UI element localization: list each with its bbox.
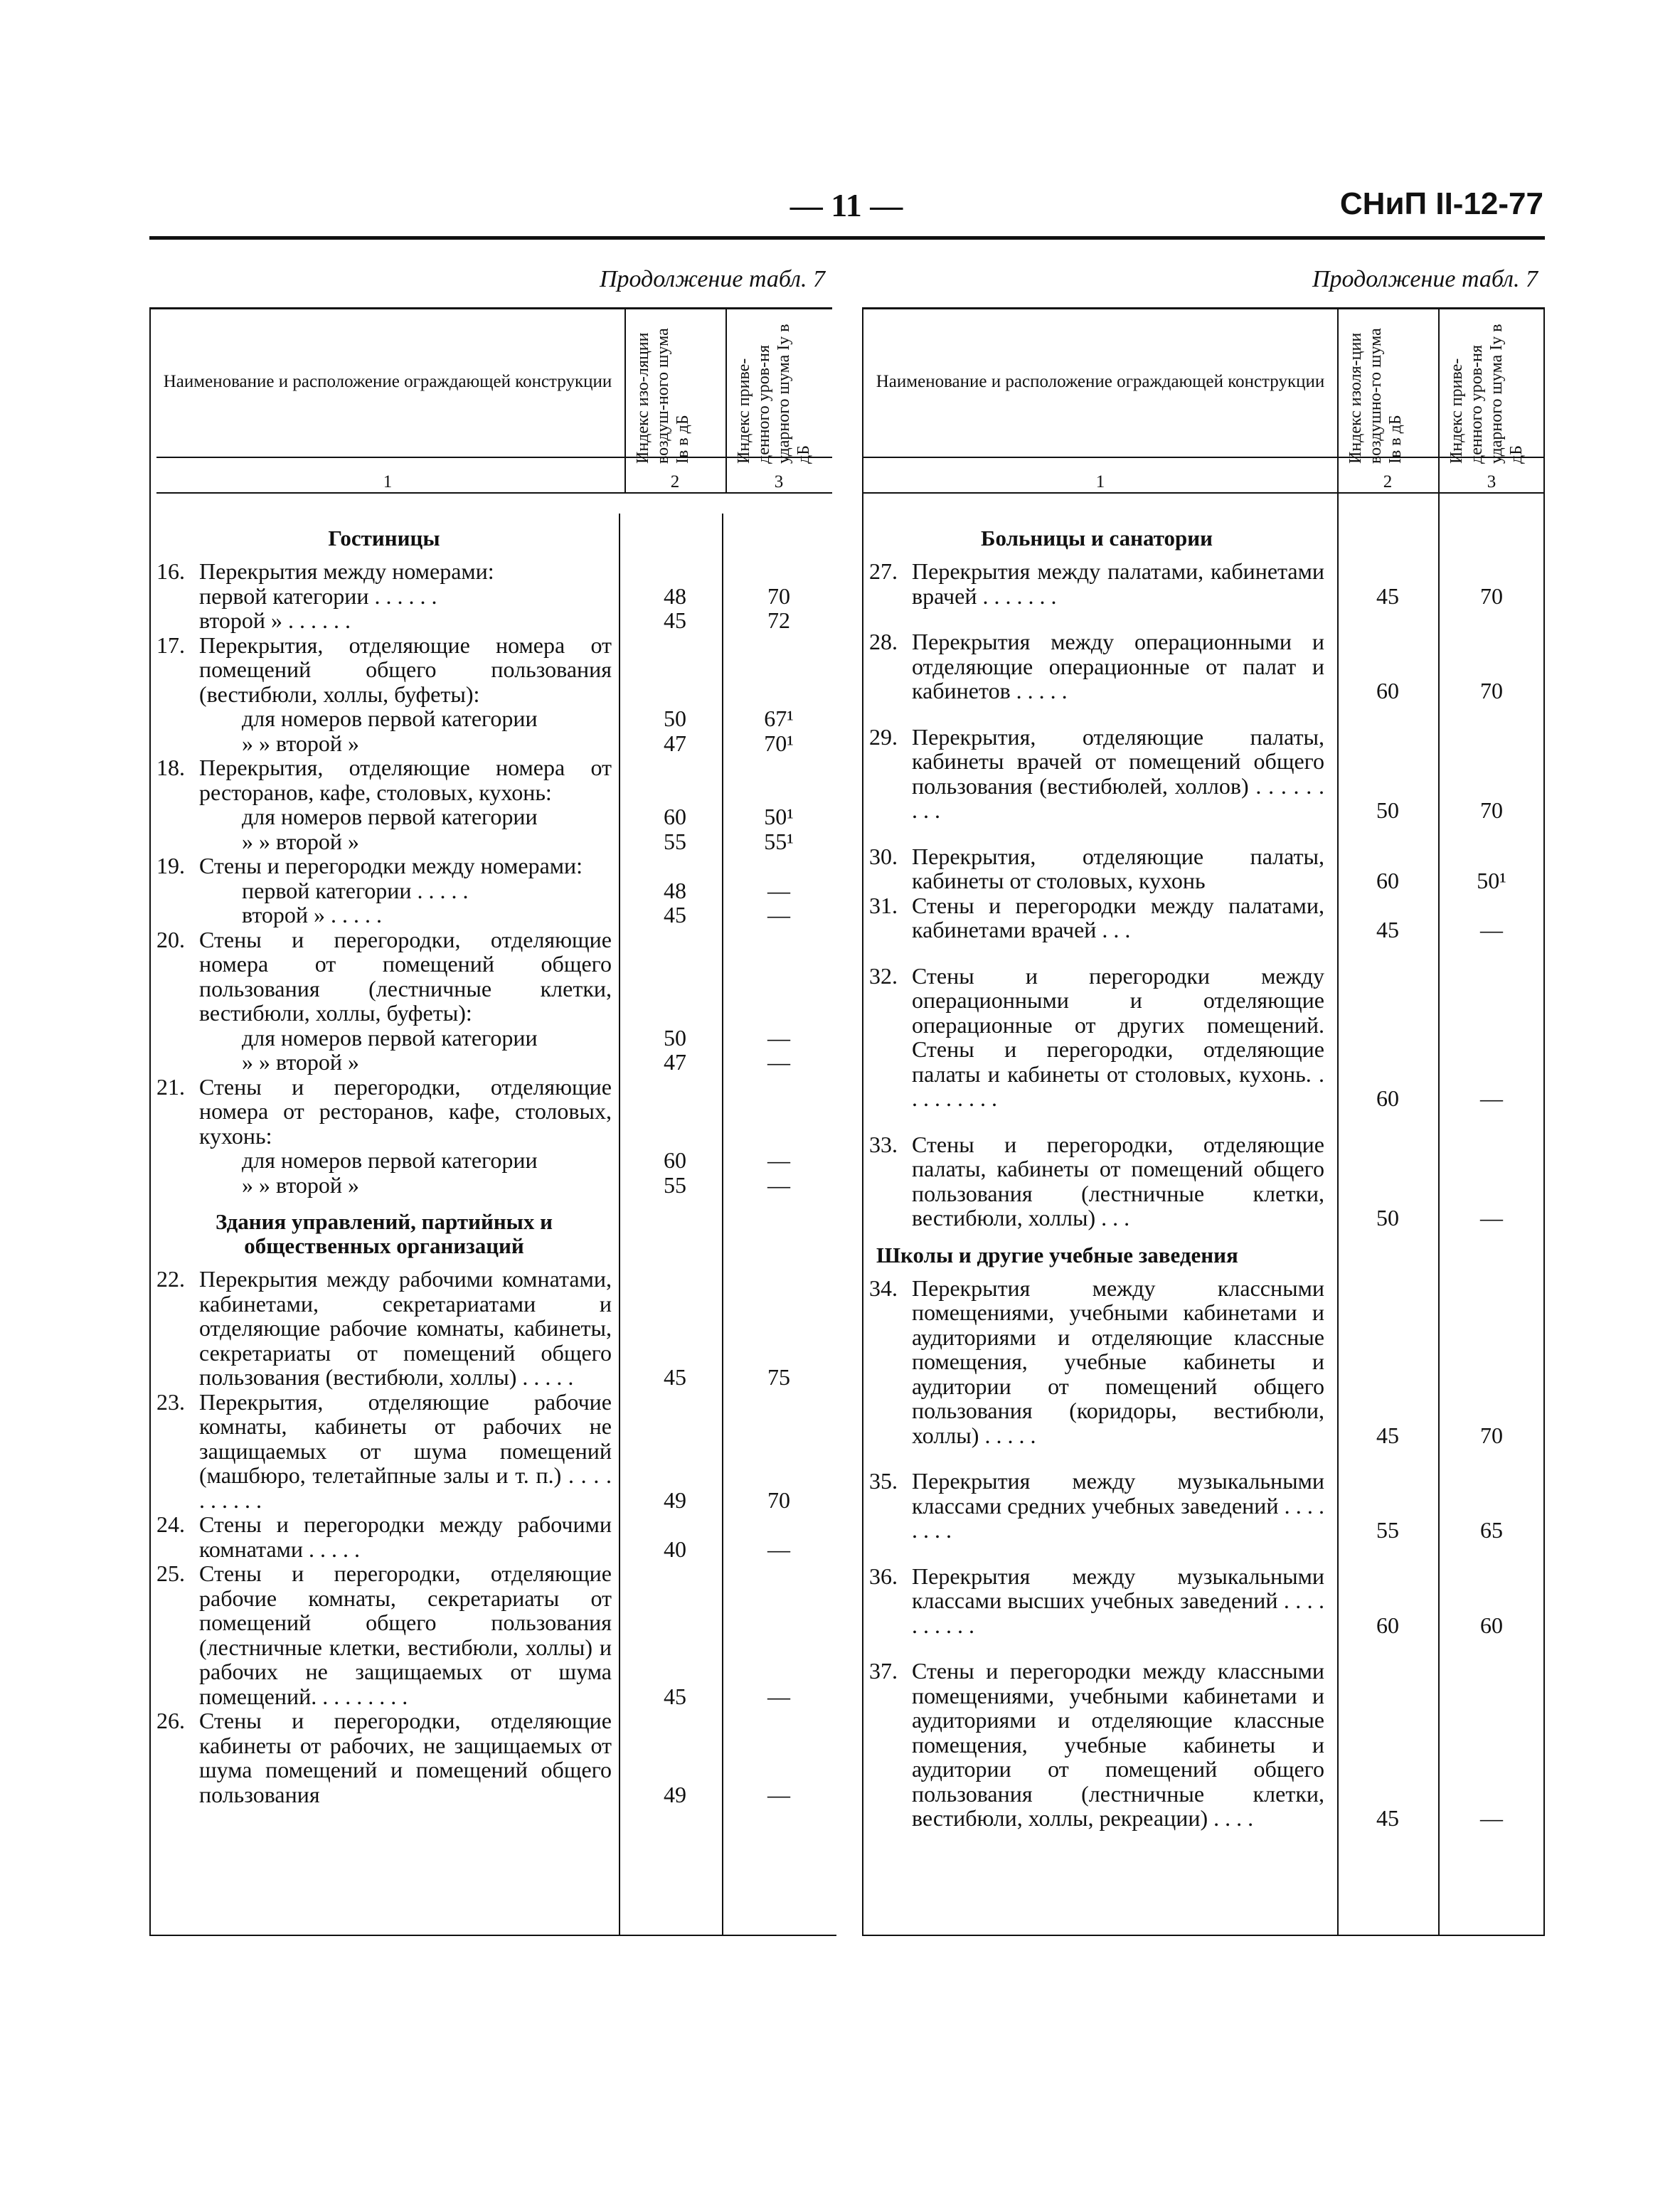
page-number: — 11 —: [790, 187, 903, 223]
left-table: [149, 307, 832, 1936]
table-row: 23. Перекрытия, отделяющие рабочие комнаты, кабинеты от рабочих не защищаемых от шума помещений (машбюро, телетайпные залы и т. п.) . . . . . . . . . . 49 70: [156, 1388, 790, 1513]
table-row: для номеров первой категории 60 —: [242, 1147, 790, 1173]
table-row: 32. Стены и перегородки между операционными и отделяющие операционные от других помещений. Стены и перегородки, отделяющие палаты и кабинеты от столовых, кухонь. . . . . . . . . . 60 —: [869, 962, 1503, 1111]
table-row: 18. Перекрытия, отделяющие номера от ресторанов, кафе, столовых, кухонь:: [156, 755, 612, 805]
table-row: второй » . . . . . . 45 72: [199, 607, 790, 633]
table-row: для номеров первой категории 60 50¹: [242, 804, 794, 829]
column-number-3: 3: [774, 472, 784, 491]
left-table-body: [149, 514, 832, 1807]
column-header-name: Наименование и расположение ограждающей конструкции: [876, 372, 1325, 391]
table-row: 35. Перекрытия между музыкальными классами средних учебных заведений . . . . . . . . 55 65: [869, 1468, 1503, 1543]
column-header-name: Наименование и расположение ограждающей конструкции: [163, 372, 612, 391]
table-row: 34. Перекрытия между классными помещениями, учебными кабинетами и аудиториями и отделяющие классные помещения, учебные кабинеты и аудитории от помещений общего пользования (коридоры, вестибюли, холлы) . . . . . 45 70: [869, 1275, 1503, 1448]
table-row: 36. Перекрытия между музыкальными классами высших учебных заведений . . . . . . . . . . 60 60: [869, 1563, 1503, 1638]
table-row: для номеров первой категории 50 —: [242, 1024, 790, 1051]
section-heading: Гостиницы: [328, 526, 440, 551]
table-row: второй » . . . . . 45 —: [242, 902, 790, 927]
table-row: 19. Стены и перегородки между номерами:: [156, 853, 583, 878]
table-row: для номеров первой категории 50 67¹: [242, 706, 794, 731]
table-row: 17. Перекрытия, отделяющие номера от помещений общего пользования (вестибюли, холлы, буфеты):: [156, 632, 612, 707]
table-caption: Продолжение табл. 7: [599, 266, 825, 292]
section-heading: Здания управлений, партийных и общественных организаций: [215, 1209, 553, 1258]
section-heading: Школы и другие учебные заведения: [876, 1242, 1238, 1267]
header-rule: [149, 236, 1545, 240]
column-number-1: 1: [1095, 472, 1105, 491]
table-row: » » второй » 47 70¹: [242, 730, 794, 756]
table-row: 25. Стены и перегородки, отделяющие рабочие комнаты, секретариаты от помещений общего пользования (лестничные клетки, вестибюли, холлы) и рабочих не защищаемых от шума помещений. . . . . . . . . 45 —: [156, 1561, 790, 1709]
table-row: 37. Стены и перегородки между классными помещениями, учебными кабинетами и аудиториями и отделяющие классные помещения, учебные кабинеты и аудитории от помещений общего пользования (лестничные клетки, вестибюли, холлы, рекреации) . . . . 45 —: [869, 1658, 1503, 1831]
column-header-impact: Индекс приве-денного уров-ня ударного шума Iу в дБ: [1447, 324, 1526, 464]
column-header-impact: Индекс приве-денного уров-ня ударного шума Iу в дБ: [735, 324, 813, 464]
page-header: [149, 186, 1543, 236]
table-row: » » второй » 55 55¹: [242, 828, 794, 854]
document-code: СНиП II-12-77: [1339, 186, 1543, 221]
left-table-column: [149, 263, 832, 1942]
column-header-airborne: Индекс изоля-ции воздушно-го шума Iв в дБ: [1346, 328, 1405, 464]
table-row: 29. Перекрытия, отделяющие палаты, кабинеты врачей от помещений общего пользования (вестибюлей, холлов) . . . . . . . . . 50 70: [869, 723, 1503, 823]
table-row: 16. Перекрытия между номерами:: [156, 558, 494, 584]
column-number-3: 3: [1487, 472, 1496, 491]
table-row: » » второй » 47 —: [242, 1049, 790, 1075]
section-heading: Больницы и санатории: [981, 526, 1213, 551]
table-row: первой категории . . . . . 48 —: [242, 877, 790, 903]
table-bottom-rule: [862, 1935, 1545, 1936]
column-header-airborne: Индекс изо-ляции воздуш-ного шума Iв в дБ: [634, 328, 692, 464]
right-table: [862, 307, 1545, 1936]
table-row: 33. Стены и перегородки, отделяющие палаты, кабинеты от помещений общего пользования (лестничные клетки, вестибюли, холлы) . . . 50 —: [869, 1131, 1503, 1230]
table-row: 28. Перекрытия между операционными и отделяющие операционные от палат и кабинетов . . . . . 60 70: [869, 629, 1503, 703]
column-number-1: 1: [383, 472, 393, 491]
right-table-body: [862, 514, 1545, 1831]
table-row: 24. Стены и перегородки между рабочими комнатами . . . . . 40 —: [156, 1511, 790, 1562]
table-row: первой категории . . . . . . 48 70: [199, 583, 790, 609]
right-table-column: [862, 263, 1545, 1942]
table-caption: Продолжение табл. 7: [1312, 266, 1538, 292]
table-row: 31. Стены и перегородки между палатами, кабинетами врачей . . . 45 —: [869, 892, 1503, 942]
table-row: 22. Перекрытия между рабочими комнатами, кабинетами, секретариатами и отделяющие рабочие комнаты, кабинеты, секретариаты от помещений общего пользования (вестибюли, холлы) . . . . . 45 75: [156, 1266, 790, 1390]
table-bottom-rule: [149, 1935, 836, 1936]
table-row: 21. Стены и перегородки, отделяющие номера от ресторанов, кафе, столовых, кухонь:: [156, 1073, 612, 1149]
table-row: 26. Стены и перегородки, отделяющие кабинеты от рабочих, не защищаемых от шума помещений и помещений общего пользования 49 —: [156, 1708, 790, 1807]
table-row: 20. Стены и перегородки, отделяющие номера от помещений общего пользования (лестничные клетки, вестибюли, холлы, буфеты):: [156, 926, 612, 1026]
column-number-2: 2: [1383, 472, 1393, 491]
table-row: 27. Перекрытия между палатами, кабинетами врачей . . . . . . . 45 70: [869, 558, 1503, 609]
column-number-2: 2: [670, 472, 680, 491]
table-row: 30. Перекрытия, отделяющие палаты, кабинеты от столовых, кухонь 60 50¹: [869, 843, 1506, 893]
table-row: » » второй » 55 —: [242, 1171, 790, 1198]
